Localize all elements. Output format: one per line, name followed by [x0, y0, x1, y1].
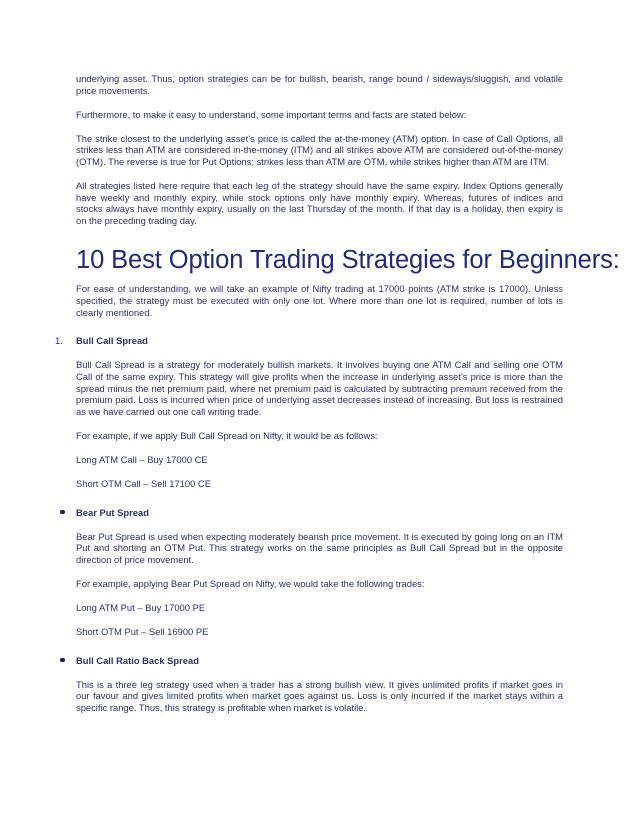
strategy-example: For example, applying Bear Put Spread on Nifty, we would take the following trades: — [76, 577, 425, 589]
list-number: 1. — [55, 335, 63, 347]
strategy-leg: Long ATM Call – Buy 17000 CE — [76, 453, 208, 465]
strategy-leg: Long ATM Put – Buy 17000 PE — [76, 602, 206, 614]
strategy-item — [76, 507, 563, 519]
intro-paragraph: All strategies listed here require that each leg of the strategy should have the same expiry. Index Options generally have weekly and monthly expiry, while stock options only have monthly expiry. Whereas, futures of indices and stocks always have monthly expiry, usually on the last Thursday of the month. If that day is a holiday, then expiry is on the preceding trading day. — [76, 180, 563, 226]
strategy-item — [55, 335, 563, 347]
bullet-icon — [60, 510, 65, 515]
intro-paragraph: The strike closest to the underlying asset’s price is called the at-the-money (ATM) option. In case of Call Options, all strikes less than ATM are considered in-the-money (ITM) and all strikes above ATM are considered out-of-the-money (OTM). The reverse is true for Put Options; strikes less than ATM are OTM, while strikes higher than ATM are ITM. — [76, 132, 563, 167]
intro-paragraph: Furthermore, to make it easy to understand, some important terms and facts are stated below: — [76, 108, 467, 120]
strategy-leg: Short OTM Put – Sell 16900 PE — [76, 626, 209, 638]
bullet-icon — [60, 658, 65, 663]
strategy-title: Bull Call Ratio Back Spread — [76, 654, 199, 666]
strategy-description: Bull Call Spread is a strategy for moderately bullish markets. It involves buying one ATM Call and selling one OTM Call of the same expiry. This strategy will give profits when the increase in underlying asset’s price is more than the spread minus the net premium paid, where net premium paid is calculated by subtracting premium received from the premium paid. Loss is incurred when price of underlying asset decreases instead of increasing. But loss is restrained as we have carried out one call writing trade. — [76, 359, 563, 417]
strategy-item — [76, 655, 563, 667]
intro-paragraph: underlying asset. Thus, option strategies can be for bullish, bearish, range bound / sideways/sluggish, and volatile price movements. — [76, 73, 563, 96]
strategy-leg: Short OTM Call – Sell 17100 CE — [76, 477, 211, 489]
strategy-example: For example, if we apply Bull Call Spread on Nifty, it would be as follows: — [76, 429, 378, 441]
strategy-title: Bear Put Spread — [76, 506, 149, 518]
strategy-description: This is a three leg strategy used when a trader has a strong bullish view. It gives unlimited profits if market goes in our favour and gives limited profits when market goes against us. Loss is only incurred if the market stays within a specific range. Thus, this strategy is profitable when market is volatile. — [76, 678, 563, 713]
heading-intro-paragraph: For ease of understanding, we will take an example of Nifty trading at 17000 points (ATM strike is 17000). Unless specified, the strategy must be executed with only one lot. Where more than one lot is required, number of lots is clearly mentioned. — [76, 283, 563, 318]
document-body — [55, 73, 620, 714]
strategy-description: Bear Put Spread is used when expecting moderately bearish price movement. It is executed by going long on an ITM Put and shorting an OTM Put. This strategy works on the same principles as Bull Call Spread but in the opposite direction of price movement. — [76, 530, 563, 565]
strategy-title: Bull Call Spread — [76, 335, 148, 347]
main-heading: 10 Best Option Trading Strategies for Beginners: — [76, 246, 620, 275]
